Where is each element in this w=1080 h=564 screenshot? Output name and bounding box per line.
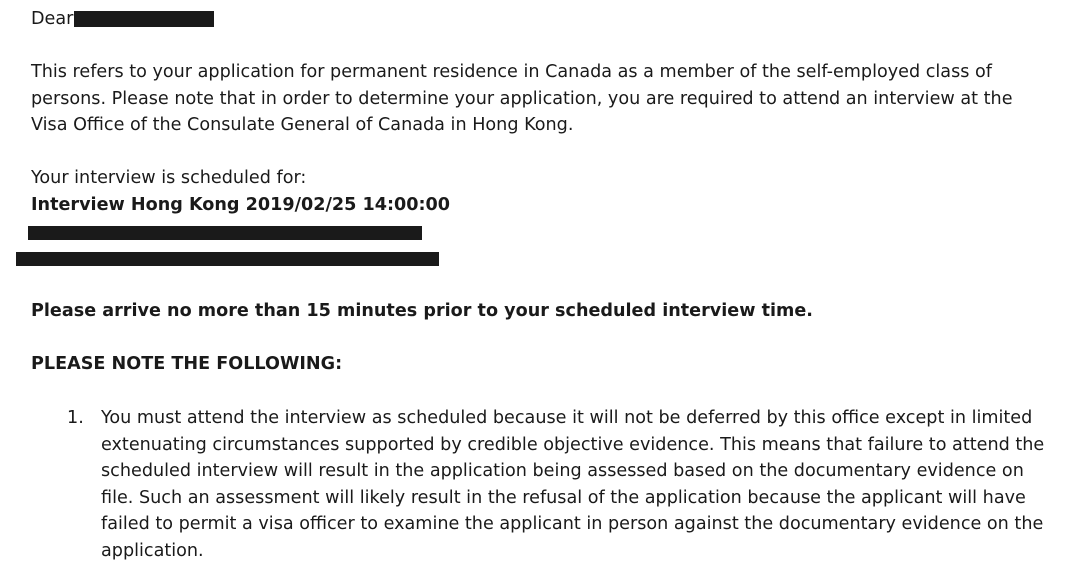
arrival-note: Please arrive no more than 15 minutes prior to your scheduled interview time. bbox=[31, 298, 813, 325]
list-item-line-5: failed to permit a visa officer to examine the applicant in person against the documentary evidence on the bbox=[101, 511, 1071, 538]
list-item-line-6: application. bbox=[101, 538, 1071, 564]
list-item-line-4: file. Such an assessment will likely result in the refusal of the application because the applicant will have bbox=[101, 485, 1071, 512]
redacted-name bbox=[74, 11, 214, 27]
notice-heading: PLEASE NOTE THE FOLLOWING: bbox=[31, 351, 342, 378]
redacted-line-2 bbox=[16, 252, 439, 266]
salutation-line bbox=[31, 6, 214, 33]
paragraph-1-line-1: This refers to your application for permanent residence in Canada as a member of the self-employed class of bbox=[31, 59, 992, 86]
list-item-line-3: scheduled interview will result in the application being assessed based on the documentary evidence on bbox=[101, 458, 1071, 485]
list-item-line-2: extenuating circumstances supported by credible objective evidence. This means that failure to attend the bbox=[101, 432, 1071, 459]
paragraph-1-line-2: persons. Please note that in order to determine your application, you are required to attend an interview at the bbox=[31, 86, 1013, 113]
paragraph-1-line-3: Visa Office of the Consulate General of Canada in Hong Kong. bbox=[31, 112, 573, 139]
schedule-intro: Your interview is scheduled for: bbox=[31, 165, 306, 192]
schedule-detail: Interview Hong Kong 2019/02/25 14:00:00 bbox=[31, 192, 450, 219]
redacted-line-1 bbox=[28, 226, 422, 240]
salutation: Dear bbox=[31, 9, 73, 29]
list-marker: 1. bbox=[67, 405, 84, 432]
notice-list bbox=[31, 405, 1071, 564]
list-item bbox=[31, 405, 1071, 564]
list-item-line-1: You must attend the interview as scheduled because it will not be deferred by this office except in limited bbox=[101, 405, 1071, 432]
